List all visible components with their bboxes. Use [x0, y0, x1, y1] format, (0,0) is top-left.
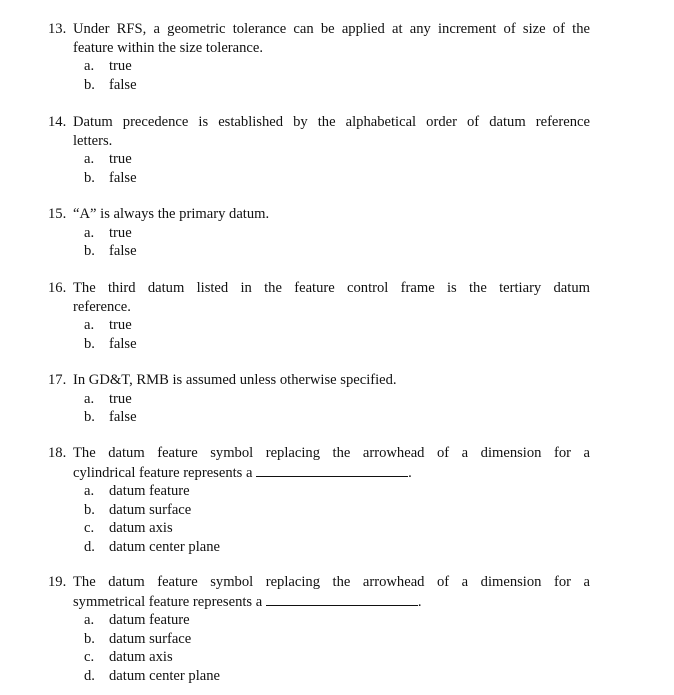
option-letter: a. — [84, 317, 95, 333]
question-15 — [48, 205, 590, 261]
answer-option-a[interactable] — [84, 150, 590, 169]
answer-options — [84, 57, 590, 94]
question-18 — [48, 444, 590, 556]
option-letter: a. — [84, 390, 95, 407]
option-text: datum feature — [109, 612, 190, 628]
question-line: “A” is always the primary datum. — [73, 206, 270, 222]
answer-options — [84, 390, 590, 427]
answer-option-c[interactable] — [84, 519, 590, 538]
option-letter: b. — [84, 409, 95, 425]
answer-blank[interactable] — [266, 592, 418, 606]
answer-option-b[interactable] — [84, 501, 590, 520]
answer-option-a[interactable] — [84, 57, 590, 76]
answer-option-d[interactable] — [84, 667, 590, 686]
line-end-period: . — [408, 464, 412, 481]
line-end-period: . — [417, 593, 422, 610]
option-letter: d. — [84, 667, 95, 684]
option-text: datum axis — [109, 649, 173, 665]
option-letter: b. — [84, 243, 95, 259]
option-letter: b. — [84, 169, 95, 186]
answer-option-c[interactable] — [84, 648, 590, 667]
option-letter: a. — [84, 58, 95, 74]
answer-option-b[interactable] — [84, 169, 590, 188]
question-line: letters. — [73, 132, 113, 149]
answer-option-b[interactable] — [84, 408, 590, 427]
option-text: true — [109, 224, 132, 241]
option-text: datum surface — [109, 501, 192, 518]
option-text: datum axis — [109, 520, 173, 536]
question-text — [73, 205, 590, 224]
question-line-with-blank — [73, 592, 590, 612]
answer-option-a[interactable] — [84, 482, 590, 501]
question-text — [73, 371, 590, 390]
option-letter: b. — [84, 630, 95, 647]
option-letter: b. — [84, 335, 95, 352]
option-text: true — [109, 58, 132, 74]
answer-option-b[interactable] — [84, 335, 590, 354]
question-13 — [48, 20, 590, 94]
question-text — [73, 113, 590, 150]
question-text — [73, 573, 590, 611]
question-line: reference. — [73, 298, 131, 315]
answer-option-b[interactable] — [84, 242, 590, 261]
answer-options — [84, 150, 590, 187]
option-text: true — [109, 317, 132, 333]
question-number: 19. — [48, 574, 67, 590]
option-letter: b. — [84, 76, 95, 93]
question-number: 15. — [48, 206, 67, 222]
option-letter: a. — [84, 483, 95, 499]
option-letter: c. — [84, 520, 95, 536]
option-text: datum center plane — [109, 667, 221, 684]
answer-option-d[interactable] — [84, 538, 590, 557]
question-line-with-blank — [73, 463, 590, 483]
question-line: feature within the size tolerance. — [73, 39, 264, 56]
question-line: symmetrical feature represents a — [73, 593, 263, 610]
question-text — [73, 444, 590, 482]
question-text — [73, 279, 590, 316]
option-text: datum center plane — [109, 538, 221, 555]
question-line: The datum feature symbol replacing the arrowhead of a dimension for a — [73, 445, 590, 461]
option-text: datum feature — [109, 483, 190, 499]
option-letter: a. — [84, 612, 95, 628]
answer-options — [84, 224, 590, 261]
question-16 — [48, 279, 590, 353]
answer-option-b[interactable] — [84, 630, 590, 649]
question-14 — [48, 113, 590, 187]
option-text: false — [109, 169, 137, 186]
question-19 — [48, 573, 590, 685]
question-line: Under RFS, a geometric tolerance can be applied at any increment of size of the — [73, 21, 590, 37]
answer-blank[interactable] — [256, 463, 408, 477]
answer-options — [84, 611, 590, 685]
option-text: true — [109, 151, 132, 167]
option-letter: b. — [84, 501, 95, 518]
question-number: 17. — [48, 372, 67, 388]
question-line: In GD&T, RMB is assumed unless otherwise specified. — [73, 372, 397, 388]
answer-option-b[interactable] — [84, 76, 590, 95]
option-text: false — [109, 243, 137, 259]
option-letter: d. — [84, 538, 95, 555]
question-line: The datum feature symbol replacing the arrowhead of a dimension for a — [73, 574, 590, 590]
answer-option-a[interactable] — [84, 611, 590, 630]
question-line: The third datum listed in the feature control frame is the tertiary datum — [73, 280, 590, 296]
option-text: false — [109, 409, 137, 425]
option-text: true — [109, 390, 132, 407]
answer-option-a[interactable] — [84, 390, 590, 409]
question-number: 14. — [48, 114, 67, 130]
question-line: cylindrical feature represents a — [73, 464, 253, 481]
option-text: datum surface — [109, 630, 192, 647]
answer-options — [84, 316, 590, 353]
question-number: 18. — [48, 445, 67, 461]
answer-option-a[interactable] — [84, 316, 590, 335]
answer-options — [84, 482, 590, 556]
option-letter: c. — [84, 649, 95, 665]
question-line: Datum precedence is established by the alphabetical order of datum reference — [73, 114, 590, 130]
answer-option-a[interactable] — [84, 224, 590, 243]
question-17 — [48, 371, 590, 427]
option-letter: a. — [84, 224, 95, 241]
option-text: false — [109, 335, 137, 352]
option-letter: a. — [84, 151, 95, 167]
option-text: false — [109, 76, 137, 93]
question-number: 13. — [48, 21, 67, 37]
question-text — [73, 20, 590, 57]
question-number: 16. — [48, 280, 67, 296]
